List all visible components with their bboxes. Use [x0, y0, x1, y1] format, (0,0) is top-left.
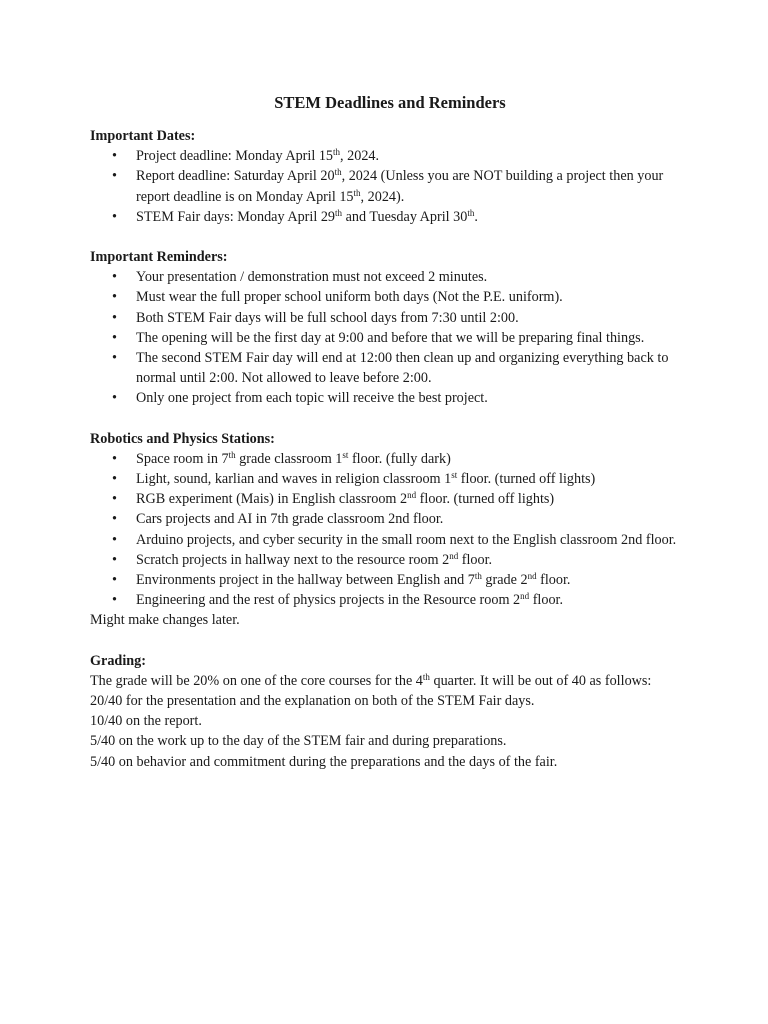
superscript: st	[451, 470, 458, 481]
bullet-icon: •	[112, 511, 117, 528]
item-text: floor.	[458, 551, 493, 568]
list-item	[90, 308, 690, 328]
item-text: Your presentation / demonstration must not exceed 2 minutes.	[136, 269, 488, 286]
grading-line: 10/40 on the report.	[90, 713, 202, 730]
bullet-icon: •	[112, 592, 117, 609]
item-text: , 2024).	[360, 188, 405, 205]
superscript: th	[333, 147, 341, 158]
bullet-icon: •	[112, 471, 117, 488]
list-item	[90, 146, 690, 166]
list-item	[90, 570, 690, 590]
bullet-icon: •	[112, 350, 117, 367]
item-text: Project deadline: Monday April 15	[136, 148, 334, 165]
important-reminders-section	[90, 247, 690, 409]
superscript: th	[335, 207, 343, 218]
superscript: th	[353, 187, 361, 198]
item-text: Must wear the full proper school uniform both days (Not the P.E. uniform).	[136, 289, 563, 306]
grading-line: 5/40 on the work up to the day of the STEM fair and during preparations.	[90, 733, 507, 750]
item-text: Only one project from each topic will receive the best project.	[136, 390, 488, 407]
item-text: floor.	[536, 572, 571, 589]
item-text: quarter. It will be out of 40 as follows:	[429, 672, 652, 689]
grading-intro	[90, 671, 690, 691]
bullet-icon: •	[112, 551, 117, 568]
grading-section	[90, 651, 690, 772]
item-text: grade classroom 1	[235, 450, 343, 467]
item-text: Light, sound, karlian and waves in religion classroom 1	[136, 471, 452, 488]
item-text: , 2024 (Unless you are NOT building a project then your report deadline is on Monday April 15	[136, 168, 664, 205]
list-item	[90, 207, 690, 227]
item-text: floor.	[529, 592, 564, 609]
grading-line: 5/40 on behavior and commitment during the preparations and the days of the fair.	[90, 753, 558, 770]
item-text: The grade will be 20% on one of the core courses for the 4	[90, 672, 423, 689]
list-item	[90, 469, 690, 489]
list-item	[90, 550, 690, 570]
bullet-icon: •	[112, 450, 117, 467]
item-text: floor. (turned off lights)	[457, 471, 596, 488]
bullet-icon: •	[112, 269, 117, 286]
item-text: Cars projects and AI in 7th grade classroom 2nd floor.	[136, 511, 444, 528]
bullet-icon: •	[112, 572, 117, 589]
bullet-icon: •	[112, 168, 117, 185]
document-page	[90, 92, 690, 792]
bullet-icon: •	[112, 531, 117, 548]
bullet-icon: •	[112, 329, 117, 346]
item-text: The second STEM Fair day will end at 12:00 then clean up and organizing everything back to normal until 2:00. Not allowed to leave before 2:00.	[136, 350, 669, 387]
stations-list	[90, 449, 690, 611]
document-title: STEM Deadlines and Reminders	[274, 93, 506, 112]
bullet-icon: •	[112, 309, 117, 326]
item-text: Report deadline: Saturday April 20	[136, 168, 335, 185]
item-text: Both STEM Fair days will be full school days from 7:30 until 2:00.	[136, 309, 519, 326]
superscript: st	[342, 449, 349, 460]
list-item	[90, 328, 690, 348]
list-item	[90, 348, 690, 388]
stations-heading: Robotics and Physics Stations:	[90, 430, 275, 447]
item-text: Scratch projects in hallway next to the resource room 2	[136, 551, 450, 568]
item-text: STEM Fair days: Monday April 29	[136, 208, 336, 225]
list-item	[90, 166, 690, 206]
list-item	[90, 267, 690, 287]
grading-heading: Grading:	[90, 652, 146, 669]
list-item	[90, 287, 690, 307]
superscript: nd	[449, 550, 459, 561]
item-text: RGB experiment (Mais) in English classroom 2	[136, 491, 408, 508]
list-item	[90, 509, 690, 529]
list-item	[90, 489, 690, 509]
item-text: Space room in 7	[136, 450, 229, 467]
item-text: floor. (fully dark)	[348, 450, 451, 467]
item-text: and Tuesday April 30	[342, 208, 468, 225]
item-text: , 2024.	[340, 148, 380, 165]
superscript: nd	[527, 571, 537, 582]
item-text: Arduino projects, and cyber security in the small room next to the English classroom 2nd floor.	[136, 531, 677, 548]
important-dates-heading: Important Dates:	[90, 128, 196, 144]
item-text: Engineering and the rest of physics projects in the Resource room 2	[136, 592, 521, 609]
bullet-icon: •	[112, 148, 117, 165]
superscript: nd	[407, 490, 417, 501]
item-text: .	[474, 208, 478, 225]
grading-line: 20/40 for the presentation and the explanation on both of the STEM Fair days.	[90, 693, 535, 710]
item-text: grade 2	[481, 572, 528, 589]
superscript: nd	[520, 591, 530, 602]
item-text: Environments project in the hallway between English and 7	[136, 572, 475, 589]
important-reminders-list	[90, 267, 690, 408]
bullet-icon: •	[112, 491, 117, 508]
superscript: th	[228, 449, 236, 460]
list-item	[90, 590, 690, 610]
superscript: th	[474, 571, 482, 582]
superscript: th	[467, 207, 475, 218]
list-item	[90, 388, 690, 408]
important-reminders-heading: Important Reminders:	[90, 249, 228, 266]
important-dates-list	[90, 146, 690, 227]
stations-section	[90, 429, 690, 631]
list-item	[90, 449, 690, 469]
stations-note: Might make changes later.	[90, 612, 240, 629]
bullet-icon: •	[112, 208, 117, 225]
important-dates-section	[90, 126, 690, 227]
bullet-icon: •	[112, 390, 117, 407]
item-text: The opening will be the first day at 9:00 and before that we will be preparing final things.	[136, 329, 645, 346]
list-item	[90, 530, 690, 550]
superscript: th	[334, 167, 342, 178]
superscript: th	[422, 671, 430, 682]
item-text: floor. (turned off lights)	[416, 491, 555, 508]
bullet-icon: •	[112, 289, 117, 306]
